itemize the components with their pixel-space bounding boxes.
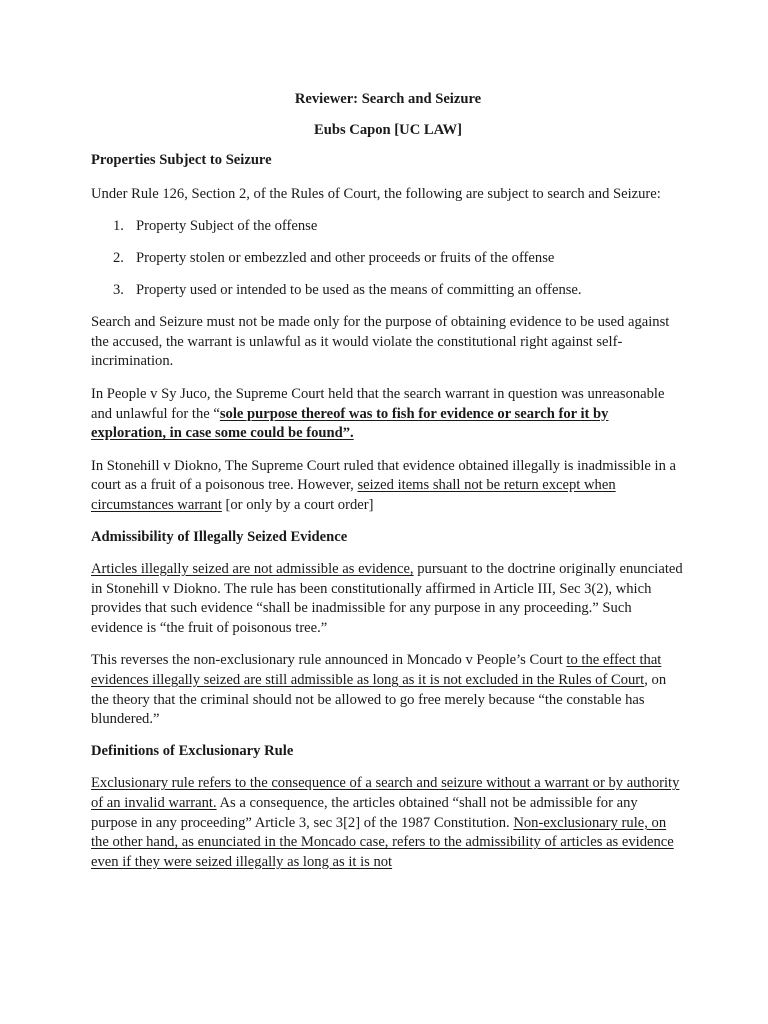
document-title: Reviewer: Search and Seizure	[294, 91, 482, 107]
list-text: Property Subject of the offense	[136, 218, 318, 235]
list-number: 2.	[113, 249, 124, 266]
paragraph-exclusionary-rule	[91, 774, 685, 872]
text-run: pursuant to the doctrine originally enunciated in Stonehill v Diokno. The rule has been constitutionally affirmed in Article III, Sec 3(2), which provides that such evidence “shall be inadmissible for any purpose in any proceeding.” Such evidence is “the fruit of poisonous tree.”	[91, 561, 683, 636]
properties-list	[91, 217, 685, 300]
list-text: Property used or intended to be used as the means of committing an offense.	[136, 281, 582, 298]
underlined-text: Exclusionary rule refers to the consequence of a search and seizure without a warrant or by authority of an invalid warrant.	[91, 775, 680, 812]
section-heading-properties: Properties Subject to Seizure	[91, 152, 272, 169]
list-number: 1.	[113, 218, 124, 235]
text-run: As a consequence, the articles obtained “shall not be admissible for any purpose in any proceeding” Article 3, sec 3[2] of the 1987 Constitution.	[91, 795, 638, 831]
text-run: In People v Sy Juco, the Supreme Court held that the search warrant in question was unreasonable and unlawful for the “	[91, 385, 665, 422]
text-run: This reverses the non-exclusionary rule announced in Moncado v People’s Court	[91, 652, 567, 669]
text-run: , on the theory that the criminal should not be allowed to go free merely because “the constable has blundered.”	[91, 672, 667, 728]
paragraph-self-incrimination: Search and Seizure must not be made only for the purpose of obtaining evidence to be used against the accused, the warrant is unlawful as it would violate the constitutional right against self-incrimination.	[91, 314, 670, 370]
list-number: 3.	[113, 281, 124, 298]
section-heading-exclusionary-rule: Definitions of Exclusionary Rule	[91, 742, 294, 759]
paragraph-rule-126: Under Rule 126, Section 2, of the Rules of Court, the following are subject to search and Seizure:	[91, 185, 661, 202]
paragraph-articles-illegally-seized	[91, 560, 685, 638]
text-run: [or only by a court order]	[221, 496, 374, 513]
underlined-text: seized items shall not be return except when circumstances warrant	[91, 477, 616, 513]
paragraph-people-v-sy-juco	[91, 385, 685, 444]
text-run: In Stonehill v Diokno, The Supreme Court ruled that evidence obtained illegally is inadmissible in a court as a fruit of a poisonous tree. However,	[91, 457, 676, 494]
paragraph-stonehill-v-diokno	[91, 457, 685, 516]
section-heading-admissibility: Admissibility of Illegally Seized Evidence	[91, 528, 348, 545]
list-item	[91, 249, 685, 269]
underlined-bold-text: sole purpose thereof was to fish for evidence or search for it by exploration, in case some could be found”.	[91, 405, 609, 442]
underlined-text: Articles illegally seized are not admissible as evidence,	[91, 561, 414, 578]
underlined-text: Non-exclusionary rule, on the other hand, as enunciated in the Moncado case, refers to the admissibility of articles as evidence even if they were seized illegally as long as it is not	[91, 814, 674, 870]
paragraph-moncado-v-peoples-court	[91, 651, 685, 729]
document-body	[91, 90, 685, 872]
underlined-text: to the effect that evidences illegally seized are still admissible as long as it is not excluded in the Rules of Court	[91, 652, 662, 689]
list-item	[91, 281, 685, 301]
list-text: Property stolen or embezzled and other proceeds or fruits of the offense	[136, 249, 555, 266]
document-author: Eubs Capon [UC LAW]	[313, 121, 462, 138]
list-item	[91, 217, 685, 237]
